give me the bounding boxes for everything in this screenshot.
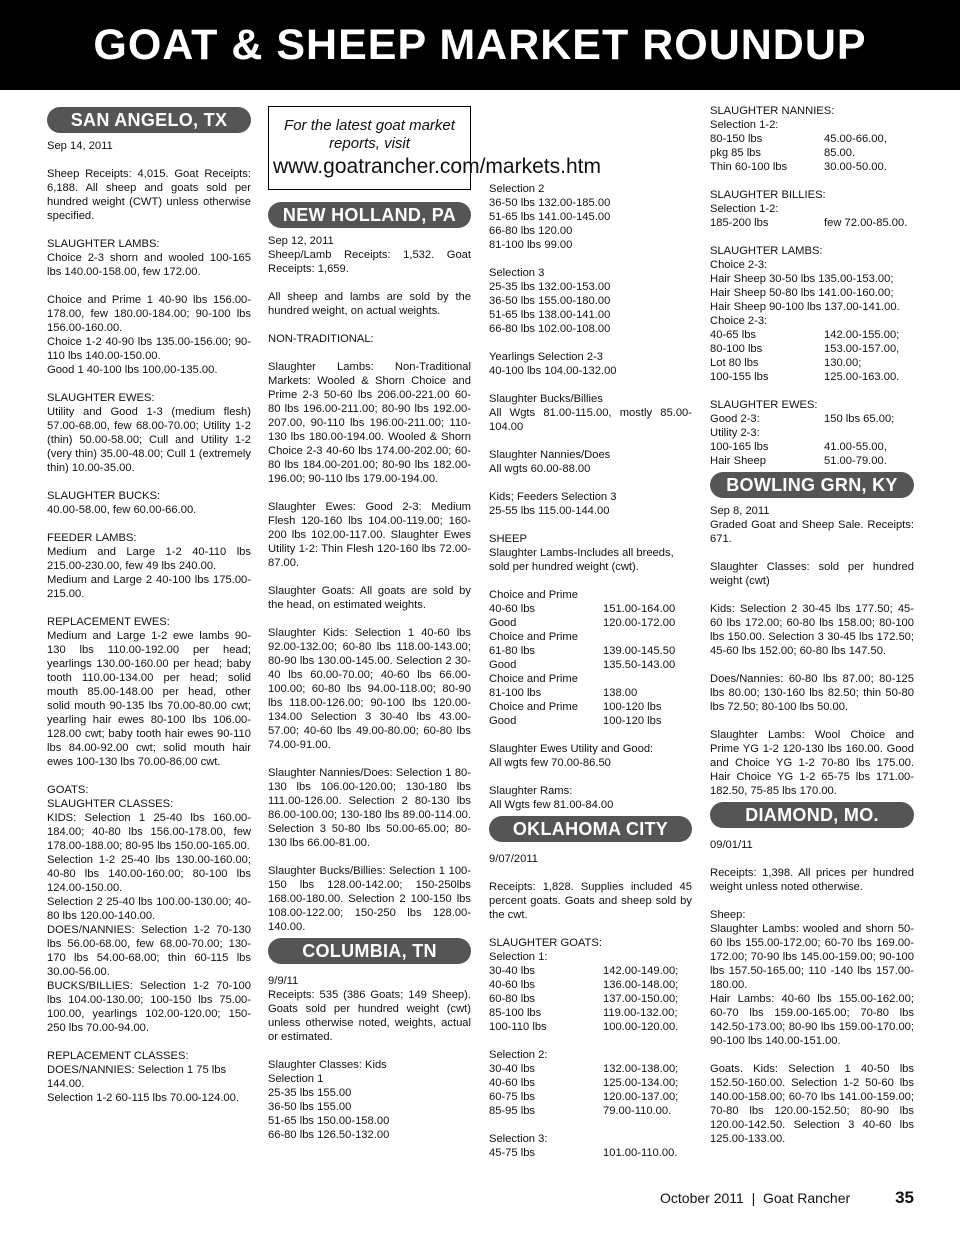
- row-label: 80-100 lbs: [710, 343, 763, 355]
- row-label: 40-60 lbs: [489, 979, 536, 991]
- row-label: Choice and Prime: [489, 631, 578, 643]
- report-line: 25-35 lbs 155.00: [268, 1087, 352, 1099]
- row-value: 142.00-155.00;: [824, 329, 900, 341]
- report-text: 40.00-58.00, few 60.00-66.00.: [47, 504, 197, 516]
- subhead: REPLACEMENT EWES:: [47, 616, 170, 628]
- report-line: Selection 1: [268, 1073, 324, 1085]
- subhead: Selection 2:: [489, 1049, 548, 1061]
- table-row: [489, 978, 692, 992]
- report-line: 66-80 lbs 126.50-132.00: [268, 1129, 390, 1141]
- table-row: [489, 1062, 692, 1076]
- report-line: 51-65 lbs 138.00-141.00: [489, 309, 611, 321]
- report-text: Medium and Large 1-2 ewe lambs 90-130 lbs 110.00-192.00 per head; yearlings 130.00-160.00 per head; baby tooth 110.00-134.00 per head; solid mouth 85.00-148.00 per head, other solid mouth 90-135 lbs 70.00-80.00 cwt; yearling hair ewes 80-100 lbs 106.00-128.00 cwt; baby tooth hair ewes 90-110 lbs 84.00-92.00 cwt; solid mouth hair ewes 100-130 lbs 70.00-86.00 cwt.: [47, 630, 251, 768]
- report-text: Selection 1-2 60-115 lbs 70.00-124.00.: [47, 1092, 239, 1104]
- row-value: 119.00-132.00;: [603, 1007, 678, 1019]
- table-row: [710, 412, 914, 426]
- page-number: 35: [895, 1188, 914, 1207]
- table-row: [489, 1006, 692, 1020]
- table-row: [710, 146, 914, 160]
- row-value: 137.00-150.00;: [603, 993, 679, 1005]
- table-row: [489, 1076, 692, 1090]
- report-text: Slaughter Classes: Kids: [268, 1059, 387, 1071]
- page-title: GOAT & SHEEP MARKET ROUNDUP: [93, 20, 867, 69]
- row-value: 101.00-110.00.: [603, 1147, 678, 1159]
- report-text: Selection 1-2 25-40 lbs 130.00-160.00; 40-80 lbs 140.00-160.00; 80-100 lbs 124.00-150.00.: [47, 854, 251, 894]
- subhead: SLAUGHTER GOATS:: [489, 937, 602, 949]
- report-line: Selection 2: [489, 183, 545, 195]
- report-text: DOES/NANNIES: Selection 1-2 70-130 lbs 56.00-68.00, few 68.00-70.00; 130-170 lbs 54.00-68.00; thin 60-115 lbs 30.00-56.00.: [47, 924, 251, 978]
- table-row: [489, 686, 692, 700]
- table-row: [489, 616, 692, 630]
- report-line: Yearlings Selection 2-3: [489, 351, 604, 363]
- row-label: 40-60 lbs: [489, 1077, 536, 1089]
- subhead: REPLACEMENT CLASSES:: [47, 1050, 189, 1062]
- row-value: 51.00-79.00.: [824, 455, 887, 467]
- row-value: few 72.00-85.00.: [824, 217, 908, 229]
- report-date: 9/9/11: [268, 975, 299, 987]
- row-label: 81-100 lbs: [489, 687, 542, 699]
- row-label: 40-60 lbs: [489, 603, 536, 615]
- row-label: 80-150 lbs: [710, 133, 763, 145]
- section-header-san-angelo: SAN ANGELO, TX: [47, 107, 251, 133]
- row-value: 132.00-138.00;: [603, 1063, 679, 1075]
- report-line: 66-80 lbs 120.00: [489, 225, 573, 237]
- report-text: Sheep/Lamb Receipts: 1,532. Goat Receipts: 1,659.: [268, 249, 471, 275]
- row-label: Lot 80 lbs: [710, 357, 759, 369]
- row-label: Thin 60-100 lbs: [710, 161, 788, 173]
- row-label: 185-200 lbs: [710, 217, 769, 229]
- row-value: [603, 588, 692, 602]
- table-row: [489, 1146, 692, 1160]
- subhead: SLAUGHTER EWES:: [710, 399, 818, 411]
- table-row: [489, 672, 692, 686]
- section-header-columbia: COLUMBIA, TN: [268, 938, 471, 964]
- row-label: 100-110 lbs: [489, 1021, 547, 1033]
- row-label: Choice and Prime: [489, 701, 578, 713]
- report-text: Choice and Prime 1 40-90 lbs 156.00-178.00, few 180.00-184.00; 90-100 lbs 156.00-160.00.: [47, 294, 251, 334]
- table-row: [489, 700, 692, 714]
- row-value: 100.00-120.00.: [603, 1021, 679, 1033]
- report-text: All Wgts 81.00-115.00, mostly 85.00-104.00: [489, 407, 692, 433]
- report-line: 51-65 lbs 141.00-145.00: [489, 211, 611, 223]
- report-text: Choice 1-2 40-90 lbs 135.00-156.00; 90-110 lbs 140.00-150.00.: [47, 336, 251, 362]
- report-text: Receipts: 1,828. Supplies included 45 percent goats. Goats and sheep sold by the cwt.: [489, 881, 692, 921]
- subhead: Choice 2-3:: [710, 315, 768, 327]
- row-label: Choice and Prime: [489, 673, 578, 685]
- report-line: 36-50 lbs 155.00: [268, 1101, 352, 1113]
- report-line: Slaughter Ewes Utility and Good:: [489, 743, 654, 755]
- subhead: SLAUGHTER EWES:: [47, 392, 155, 404]
- row-label: 85-95 lbs: [489, 1105, 536, 1117]
- report-line: 25-35 lbs 132.00-153.00: [489, 281, 611, 293]
- report-text: Receipts: 1,398. All prices per hundred weight unless noted otherwise.: [710, 867, 914, 893]
- subhead: SLAUGHTER LAMBS:: [47, 238, 160, 250]
- subhead: Selection 1:: [489, 951, 548, 963]
- row-label: Good: [489, 659, 517, 671]
- subhead: NON-TRADITIONAL:: [268, 333, 374, 345]
- row-value: 85.00.: [824, 147, 856, 159]
- row-value: 139.00-145.50: [603, 645, 676, 657]
- issue-label: October 2011 | Goat Rancher: [660, 1190, 851, 1206]
- row-label: Choice and Prime: [489, 589, 578, 601]
- report-date: 09/01/11: [710, 839, 753, 851]
- table-row: [489, 1020, 692, 1034]
- report-text: Medium and Large 1-2 40-110 lbs 215.00-230.00, few 49 lbs 240.00.: [47, 546, 251, 572]
- report-text: Selection 2 25-40 lbs 100.00-130.00; 40-80 lbs 120.00-140.00.: [47, 896, 251, 922]
- section-header-new-holland: NEW HOLLAND, PA: [268, 202, 471, 228]
- table-row: [489, 630, 692, 644]
- report-line: 51-65 lbs 150.00-158.00: [268, 1115, 390, 1127]
- row-label: 85-100 lbs: [489, 1007, 542, 1019]
- row-value: 136.00-148.00;: [603, 979, 679, 991]
- column-3: [489, 182, 692, 1160]
- report-text: Hair Lambs: 40-60 lbs 155.00-162.00; 60-70 lbs 159.00-165.00; 70-80 lbs 142.50-173.00; 80-90 lbs 159.00-170.00; 90-100 lbs 140.00-151.00.: [710, 993, 914, 1047]
- report-text: Slaughter Ewes: Good 2-3: Medium Flesh 120-160 lbs 104.00-119.00; 160-200 lbs 102.00-117.00. Slaughter Ewes Utility 1-2: Thin Flesh 120-160 lbs 72.00-87.00.: [268, 501, 471, 569]
- row-value: 45.00-66.00,: [824, 133, 887, 145]
- report-line: Hair Sheep 30-50 lbs 135.00-153.00;: [710, 273, 894, 285]
- row-value: 151.00-164.00: [603, 603, 676, 615]
- row-label: 60-80 lbs: [489, 993, 536, 1005]
- subhead: SLAUGHTER LAMBS:: [710, 245, 823, 257]
- report-line: 36-50 lbs 132.00-185.00: [489, 197, 611, 209]
- report-date: 9/07/2011: [489, 853, 538, 865]
- report-line: Selection 3: [489, 267, 545, 279]
- table-row: [710, 160, 914, 174]
- report-line: Hair Sheep 90-100 lbs 137.00-141.00.: [710, 301, 900, 313]
- report-line: 36-50 lbs 155.00-180.00: [489, 295, 611, 307]
- report-line: 81-100 lbs 99.00: [489, 239, 573, 251]
- report-text: Slaughter Lambs-Includes all breeds, sold per hundred weight (cwt).: [489, 547, 674, 573]
- row-label: Good 2-3:: [710, 413, 760, 425]
- table-row: [489, 964, 692, 978]
- table-row: [489, 1090, 692, 1104]
- report-text: Slaughter Goats: All goats are sold by the head, on estimated weights.: [268, 585, 471, 611]
- report-text: Slaughter Lambs: Wool Choice and Prime YG 1-2 120-130 lbs 160.00. Good and Choice YG 1-2 70-80 lbs 175.00. Hair Choice YG 1-2 65-75 lbs 171.00-182.50, 75-85 lbs 170.00.: [710, 729, 914, 797]
- table-row: [489, 602, 692, 616]
- row-value: 153.00-157.00,: [824, 343, 900, 355]
- row-label: 100-155 lbs: [710, 371, 769, 383]
- subhead: Utility 2-3:: [710, 427, 760, 439]
- report-text: Receipts: 535 (386 Goats; 149 Sheep). Goats sold per hundred weight (cwt) unless otherwise noted, weights, actual or estimated.: [268, 989, 471, 1043]
- report-text: Graded Goat and Sheep Sale. Receipts: 671.: [710, 519, 914, 545]
- row-value: 120.00-137.00;: [603, 1091, 679, 1103]
- column-1: [47, 104, 251, 1105]
- table-row: [710, 328, 914, 342]
- subhead: Selection 3:: [489, 1133, 548, 1145]
- report-intro: Sheep Receipts: 4,015. Goat Receipts: 6,188. All sheep and goats sold per hundred weight (CWT) unless otherwise specified.: [47, 168, 251, 222]
- table-row: [710, 440, 914, 454]
- report-line: 66-80 lbs 102.00-108.00: [489, 323, 611, 335]
- section-header-bowling-green: BOWLING GRN, KY: [710, 472, 914, 498]
- report-text: BUCKS/BILLIES: Selection 1-2 70-100 lbs 104.00-130.00; 100-150 lbs 75.00-100.00, yearlings 102.00-120.00; 150-250 lbs 70.00-94.00.: [47, 980, 251, 1034]
- row-label: Good: [489, 617, 517, 629]
- report-text: Slaughter Lambs: Non-Traditional Markets: Wooled & Shorn Choice and Prime 2-3 50-60 lbs 206.00-221.00 60-80 lbs 196.00-211.00; 80-90 lbs 192.00-207.00, 90-110 lbs 196.00-211.00; 110-130 lbs 180.00-194.00. Wooled & Shorn Choice 2-3 40-60 lbs 174.00-202.00; 60-80 lbs 184.00-201.00; 80-90 lbs 182.00-196.00; 90-110 lbs 179.00-194.00.: [268, 361, 471, 485]
- report-line: Slaughter Nannies/Does: [489, 449, 611, 461]
- report-line: All wgts 60.00-88.00: [489, 463, 591, 475]
- row-value: 135.50-143.00: [603, 659, 676, 671]
- subhead: SLAUGHTER CLASSES:: [47, 798, 174, 810]
- report-date: Sep 12, 2011: [268, 235, 334, 247]
- report-text: DOES/NANNIES: Selection 1 75 lbs 144.00.: [47, 1064, 227, 1090]
- table-row: [710, 370, 914, 384]
- report-text: Slaughter Classes: sold per hundred weight (cwt): [710, 561, 914, 587]
- report-line: Kids; Feeders Selection 3: [489, 491, 617, 503]
- table-row: [710, 216, 914, 230]
- row-label: Good: [489, 715, 517, 727]
- report-line: All wgts few 70.00-86.50: [489, 757, 611, 769]
- row-label: 30-40 lbs: [489, 965, 536, 977]
- section-header-diamond: DIAMOND, MO.: [710, 802, 914, 828]
- report-line: 40-100 lbs 104.00-132.00: [489, 365, 617, 377]
- report-line: 25-55 lbs 115.00-144.00: [489, 505, 610, 517]
- report-text: Slaughter Nannies/Does: Selection 1 80-130 lbs 106.00-120.00; 130-180 lbs 111.00-126.00. Selection 2 80-130 lbs 86.00-100.00; 130-180 lbs 89.00-114.00. Selection 3 50-80 lbs 50.00-65.00; 80-130 lbs 66.00-81.00.: [268, 767, 471, 849]
- row-label: Hair Sheep: [710, 455, 766, 467]
- subhead: Selection 1-2:: [710, 203, 779, 215]
- column-4: [710, 104, 914, 1160]
- report-text: Choice 2-3 shorn and wooled 100-165 lbs 140.00-158.00, few 172.00.: [47, 252, 251, 278]
- promo-url-link[interactable]: www.goatrancher.com/markets.htm: [273, 155, 601, 178]
- subhead: GOATS:: [47, 784, 89, 796]
- subhead: SHEEP: [489, 533, 527, 545]
- table-row: [489, 1104, 692, 1118]
- report-text: Slaughter Bucks/Billies: Selection 1 100-150 lbs 128.00-142.00; 150-250lbs 168.00-180.00. Selection 2 100-150 lbs 108.00-122.00; 150-250 lbs 128.00-140.00.: [268, 865, 471, 933]
- row-value: [603, 672, 692, 686]
- table-row: [710, 132, 914, 146]
- row-value: 100-120 lbs: [603, 701, 662, 713]
- report-text: Does/Nannies: 60-80 lbs 87.00; 80-125 lbs 80.00; 130-160 lbs 82.50; thin 50-80 lbs 72.50; 80-100 lbs 50.00.: [710, 673, 914, 713]
- report-text: Slaughter Lambs: wooled and shorn 50-60 lbs 155.00-172.00; 60-70 lbs 169.00-172.00; 70-90 lbs 145.00-159.00; 90-100 lbs 157.50-165.00; 110 -140 lbs 157.00-180.00.: [710, 923, 914, 991]
- row-value: 125.00-163.00.: [824, 371, 900, 383]
- table-row: [710, 342, 914, 356]
- page-footer: [660, 1188, 914, 1208]
- report-line: Slaughter Rams:: [489, 785, 573, 797]
- report-date: Sep 14, 2011: [47, 140, 113, 152]
- table-row: [489, 658, 692, 672]
- table-row: [489, 714, 692, 728]
- report-text: Good 1 40-100 lbs 100.00-135.00.: [47, 364, 218, 376]
- report-date: Sep 8, 2011: [710, 505, 770, 517]
- subhead: Choice 2-3:: [710, 259, 768, 271]
- report-text: Utility and Good 1-3 (medium flesh) 57.00-68.00, few 68.00-70.00; Utility 1-2 (thin) 50.00-58.00; Cull and Utility 1-2 (very thin) 35.00-48.00; Cull 1 (extremely thin) 10.00-35.00.: [47, 406, 251, 474]
- table-row: [710, 356, 914, 370]
- table-row: [710, 454, 914, 468]
- report-text: Medium and Large 2 40-100 lbs 175.00-215.00.: [47, 574, 251, 600]
- subhead: SLAUGHTER BUCKS:: [47, 490, 161, 502]
- table-row: [489, 588, 692, 602]
- row-label: 61-80 lbs: [489, 645, 536, 657]
- table-row: [489, 644, 692, 658]
- subhead: Sheep:: [710, 909, 746, 921]
- row-label: 30-40 lbs: [489, 1063, 536, 1075]
- row-label: 100-165 lbs: [710, 441, 769, 453]
- banner: [0, 0, 960, 90]
- report-text: All sheep and lambs are sold by the hundred weight, on actual weights.: [268, 291, 471, 317]
- row-value: [603, 630, 692, 644]
- report-line: All Wgts few 81.00-84.00: [489, 799, 614, 811]
- report-line: Hair Sheep 50-80 lbs 141.00-160.00;: [710, 287, 894, 299]
- row-value: 41.00-55.00,: [824, 441, 887, 453]
- row-value: 79.00-110.00.: [603, 1105, 672, 1117]
- table-row: [489, 992, 692, 1006]
- row-value: 130.00;: [824, 357, 862, 369]
- report-text: Slaughter Kids: Selection 1 40-60 lbs 92.00-132.00; 60-80 lbs 118.00-143.00; 80-90 lbs 130.00-145.00. Selection 2 30-40 lbs 60.00-70.00; 40-60 lbs 66.00-100.00; 60-80 lbs 94.00-118.00; 80-90 lbs 118.00-126.00; 90-100 lbs 120.00-134.00 Selection 3 30-40 lbs 43.00-57.00; 40-60 lbs 49.00-80.00; 60-80 lbs 74.00-91.00.: [268, 627, 471, 751]
- row-label: 40-65 lbs: [710, 329, 757, 341]
- promo-text: For the latest goat market reports, visit: [284, 117, 455, 152]
- row-label: 60-75 lbs: [489, 1091, 536, 1103]
- subhead: SLAUGHTER NANNIES:: [710, 105, 835, 117]
- subhead: SLAUGHTER BILLIES:: [710, 189, 826, 201]
- row-value: 138.00: [603, 687, 638, 699]
- subhead: FEEDER LAMBS:: [47, 532, 137, 544]
- row-value: 142.00-149.00;: [603, 965, 679, 977]
- row-value: 120.00-172.00: [603, 617, 676, 629]
- row-label: 45-75 lbs: [489, 1147, 536, 1159]
- section-header-oklahoma-city: OKLAHOMA CITY: [489, 816, 692, 842]
- report-text: Goats. Kids: Selection 1 40-50 lbs 152.50-160.00. Selection 1-2 50-60 lbs 140.00-158.00; 60-70 lbs 141.00-159.00; 70-80 lbs 120.00-152.50; 80-90 lbs 120.00-142.50. Selection 3 40-60 lbs 125.00-133.00.: [710, 1063, 914, 1145]
- report-text: Kids: Selection 2 30-45 lbs 177.50; 45-60 lbs 172.00; 60-80 lbs 158.00; 80-100 lbs 150.00. Selection 3 30-45 lbs 172.50; 45-60 lbs 152.00; 60-80 lbs 147.50.: [710, 603, 914, 657]
- row-value: 150 lbs 65.00;: [824, 413, 895, 425]
- report-line: Slaughter Bucks/Billies: [489, 393, 603, 405]
- row-label: pkg 85 lbs: [710, 147, 761, 159]
- row-value: 125.00-134.00;: [603, 1077, 679, 1089]
- row-value: 100-120 lbs: [603, 715, 662, 727]
- subhead: Selection 1-2:: [710, 119, 779, 131]
- row-value: 30.00-50.00.: [824, 161, 887, 173]
- report-text: KIDS: Selection 1 25-40 lbs 160.00-184.00; 40-80 lbs 156.00-178.00, few 178.00-188.00; 80-95 lbs 150.00-165.00.: [47, 812, 251, 852]
